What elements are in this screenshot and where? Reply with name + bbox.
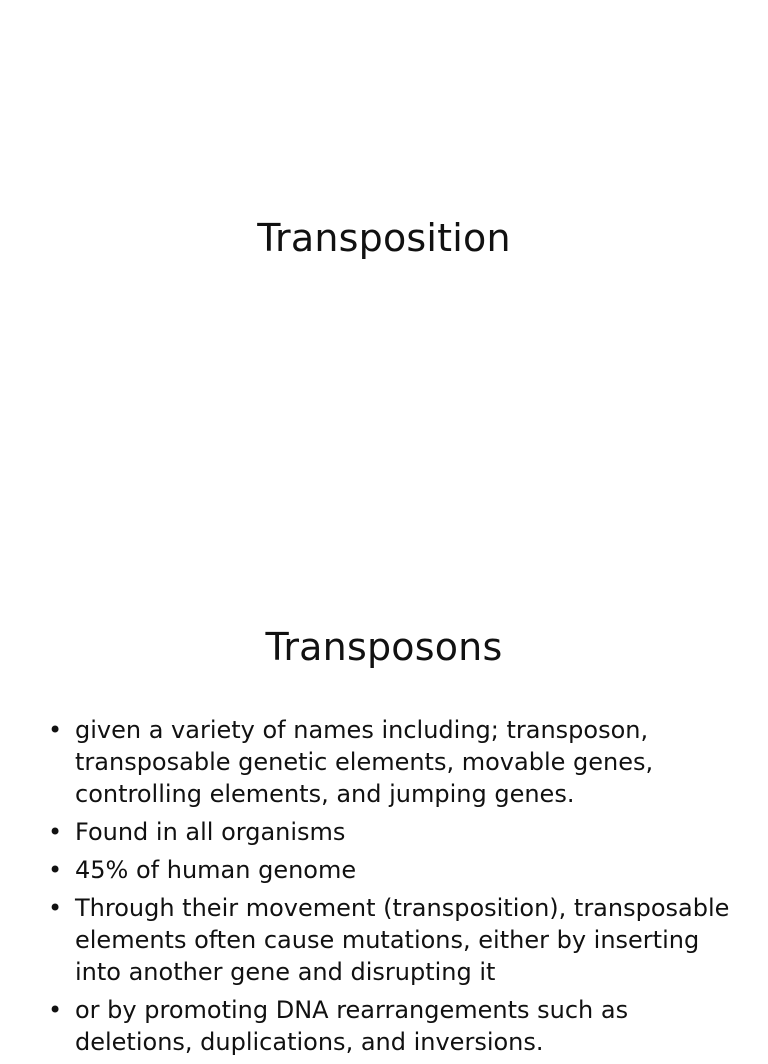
bullet-text: Found in all organisms [75, 818, 346, 846]
bullet-text: Through their movement (transposition), transposable elements often cause mutations, either by inserting into another gene and disrupting it [75, 894, 730, 986]
bullet-list [48, 714, 738, 1064]
bullet-item [48, 714, 738, 810]
slide-2 [0, 576, 768, 1056]
bullet-item [48, 854, 738, 886]
bullet-text: given a variety of names including; transposon, transposable genetic elements, movable genes, controlling elements, and jumping genes. [75, 716, 654, 808]
bullet-dot-icon: • [48, 856, 63, 884]
bullet-text: or by promoting DNA rearrangements such as deletions, duplications, and inversions. [75, 996, 629, 1056]
slide-title: Transposons [265, 625, 503, 669]
bullet-dot-icon: • [48, 716, 63, 744]
bullet-text: 45% of human genome [75, 856, 357, 884]
bullet-item [48, 816, 738, 848]
bullet-dot-icon: • [48, 996, 63, 1024]
bullet-dot-icon: • [48, 818, 63, 846]
bullet-dot-icon: • [48, 894, 63, 922]
slide-title: Transposition [257, 216, 511, 260]
bullet-item [48, 994, 738, 1058]
bullet-item [48, 892, 738, 988]
